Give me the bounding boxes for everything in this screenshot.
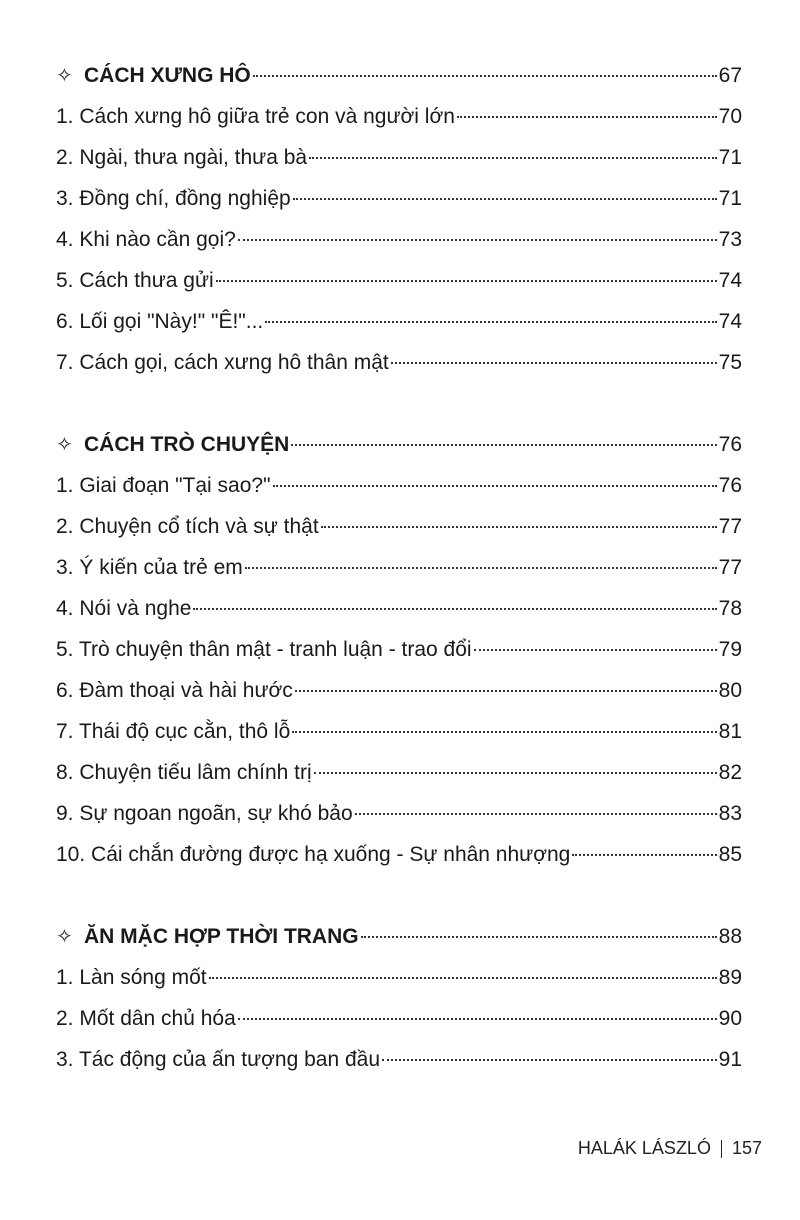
entry-title: 6. Đàm thoại và hài hước xyxy=(56,679,293,702)
dot-leader xyxy=(309,157,717,159)
toc-entry xyxy=(56,957,742,998)
dot-leader xyxy=(245,567,717,569)
entry-title: 5. Trò chuyện thân mật - tranh luận - trao đổi xyxy=(56,638,472,661)
dot-leader xyxy=(253,75,717,77)
entry-title: 1. Cách xưng hô giữa trẻ con và người lớn xyxy=(56,105,455,128)
toc-entry xyxy=(56,465,742,506)
toc-entry xyxy=(56,670,742,711)
entry-title: 9. Sự ngoan ngoãn, sự khó bảo xyxy=(56,802,353,825)
entry-page: 71 xyxy=(718,187,742,210)
entry-page: 79 xyxy=(718,638,742,661)
heading-page: 76 xyxy=(718,433,742,456)
dot-leader xyxy=(238,239,717,241)
entry-title: 7. Cách gọi, cách xưng hô thân mật xyxy=(56,351,389,374)
toc-entry xyxy=(56,834,742,875)
entry-page: 82 xyxy=(718,761,742,784)
entry-page: 78 xyxy=(718,597,742,620)
toc-entry xyxy=(56,342,742,383)
footer-page-number: 157 xyxy=(731,1138,762,1158)
dot-leader xyxy=(193,608,716,610)
dot-leader xyxy=(321,526,717,528)
entry-page: 91 xyxy=(718,1048,742,1071)
toc-entry xyxy=(56,752,742,793)
heading-page: 88 xyxy=(718,925,742,948)
dot-leader xyxy=(572,854,716,856)
toc-heading xyxy=(56,424,742,465)
entry-title: 2. Mốt dân chủ hóa xyxy=(56,1007,236,1030)
toc-section-cach-tro-chuyen xyxy=(56,424,742,875)
footer-author: HALÁK LÁSZLÓ xyxy=(577,1138,711,1158)
page-footer xyxy=(578,1138,762,1159)
dot-leader xyxy=(314,772,717,774)
dot-leader xyxy=(391,362,717,364)
entry-title: 3. Đồng chí, đồng nghiệp xyxy=(56,187,291,210)
entry-page: 74 xyxy=(718,269,742,292)
entry-title: 5. Cách thưa gửi xyxy=(56,269,214,292)
dot-leader xyxy=(474,649,717,651)
dot-leader xyxy=(361,936,717,938)
toc-entry xyxy=(56,588,742,629)
sparkle-icon: ✧ xyxy=(56,926,73,948)
entry-title: 1. Giai đoạn "Tại sao?" xyxy=(56,474,271,497)
entry-page: 83 xyxy=(718,802,742,825)
dot-leader xyxy=(382,1059,717,1061)
toc-entry xyxy=(56,137,742,178)
dot-leader xyxy=(293,198,717,200)
entry-page: 71 xyxy=(718,146,742,169)
entry-title: 8. Chuyện tiếu lâm chính trị xyxy=(56,761,312,784)
entry-title: 2. Chuyện cổ tích và sự thật xyxy=(56,515,319,538)
entry-page: 90 xyxy=(718,1007,742,1030)
toc-entry xyxy=(56,547,742,588)
entry-title: 3. Ý kiến của trẻ em xyxy=(56,556,243,579)
entry-page: 85 xyxy=(718,843,742,866)
toc-heading xyxy=(56,55,742,96)
toc-entry xyxy=(56,629,742,670)
dot-leader xyxy=(292,731,716,733)
sparkle-icon: ✧ xyxy=(56,434,73,456)
toc-entry xyxy=(56,998,742,1039)
toc-entry xyxy=(56,219,742,260)
heading-page: 67 xyxy=(718,64,742,87)
sparkle-icon: ✧ xyxy=(56,65,73,87)
toc-entry xyxy=(56,711,742,752)
toc-entry xyxy=(56,96,742,137)
toc-section-cach-xung-ho xyxy=(56,55,742,383)
entry-page: 73 xyxy=(718,228,742,251)
dot-leader xyxy=(238,1018,717,1020)
dot-leader xyxy=(291,444,716,446)
toc-entry xyxy=(56,178,742,219)
entry-title: 4. Nói và nghe xyxy=(56,597,192,620)
entry-page: 80 xyxy=(718,679,742,702)
dot-leader xyxy=(295,690,717,692)
toc-entry xyxy=(56,301,742,342)
entry-page: 74 xyxy=(718,310,742,333)
entry-page: 81 xyxy=(718,720,742,743)
toc-entry xyxy=(56,1039,742,1080)
entry-title: 3. Tác động của ấn tượng ban đầu xyxy=(56,1048,381,1071)
toc-entry xyxy=(56,793,742,834)
dot-leader xyxy=(355,813,717,815)
entry-page: 75 xyxy=(718,351,742,374)
toc-section-an-mac xyxy=(56,916,742,1080)
entry-page: 77 xyxy=(718,515,742,538)
entry-title: 2. Ngài, thưa ngài, thưa bà xyxy=(56,146,308,169)
toc-entry xyxy=(56,506,742,547)
footer-divider xyxy=(721,1140,722,1158)
entry-page: 70 xyxy=(718,105,742,128)
toc-entry xyxy=(56,260,742,301)
dot-leader xyxy=(273,485,717,487)
heading-title: CÁCH TRÒ CHUYỆN xyxy=(84,433,290,456)
heading-title: ĂN MẶC HỢP THỜI TRANG xyxy=(84,925,359,948)
heading-title: CÁCH XƯNG HÔ xyxy=(84,64,251,87)
entry-page: 77 xyxy=(718,556,742,579)
entry-title: 10. Cái chắn đường được hạ xuống - Sự nhân nhượng xyxy=(56,843,571,866)
dot-leader xyxy=(457,116,717,118)
entry-page: 89 xyxy=(718,966,742,989)
entry-title: 6. Lối gọi "Này!" "Ê!"... xyxy=(56,310,264,333)
entry-title: 7. Thái độ cục cằn, thô lỗ xyxy=(56,720,291,743)
dot-leader xyxy=(216,280,717,282)
toc-heading xyxy=(56,916,742,957)
entry-title: 1. Làn sóng mốt xyxy=(56,966,207,989)
dot-leader xyxy=(209,977,717,979)
entry-page: 76 xyxy=(718,474,742,497)
entry-title: 4. Khi nào cần gọi? xyxy=(56,228,236,251)
dot-leader xyxy=(265,321,716,323)
